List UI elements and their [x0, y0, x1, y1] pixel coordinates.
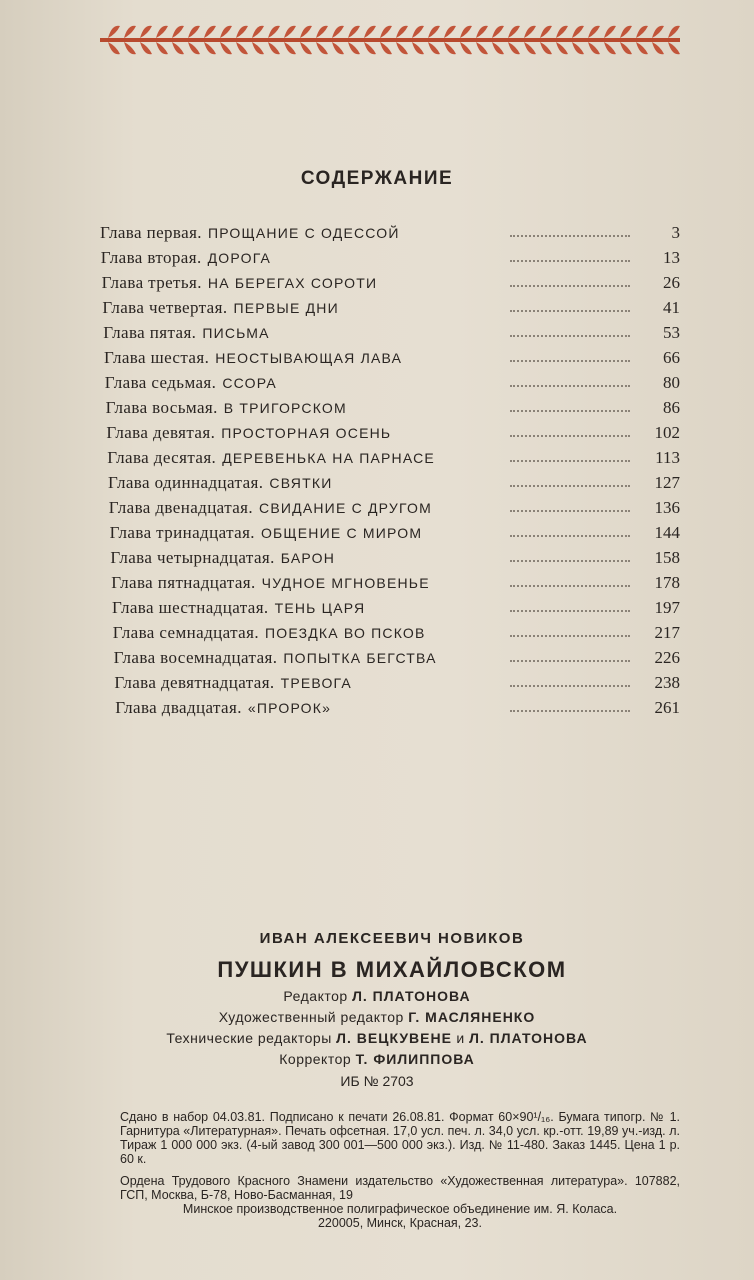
proofreader-name: Т. ФИЛИППОВА [355, 1051, 475, 1067]
ornament-leaf [588, 42, 600, 54]
ornament-leaf [332, 26, 344, 38]
toc-entry [100, 570, 680, 595]
ornament-leaf [572, 42, 584, 54]
ornament-leaf [252, 42, 264, 54]
ornament-leaf [380, 26, 392, 38]
toc-chapter-label: Глава пятая. [103, 323, 197, 342]
art-editor-label: Художественный редактор [218, 1009, 404, 1025]
ornament-leaf [572, 26, 584, 38]
toc-page-number: 86 [663, 398, 680, 417]
ornament-leaf [316, 42, 328, 54]
toc-entry [100, 595, 680, 620]
ornament-leaf [540, 26, 552, 38]
ornament-leaf [268, 42, 280, 54]
toc-chapter-title: ССОРА [222, 375, 277, 391]
ornament-leaf [636, 42, 648, 54]
imprint-publisher: Ордена Трудового Красного Знамени издательство «Художественная литература». 107882, ГСП, Москва, Б-78, Ново-Басманная, 19 [120, 1174, 680, 1202]
imprint-block [120, 1110, 680, 1230]
ornament-leaf [284, 42, 296, 54]
toc-chapter-label: Глава одиннадцатая. [108, 473, 264, 492]
toc-chapter-title: ТРЕВОГА [280, 675, 352, 691]
ornament-leaf [588, 26, 600, 38]
ornament-leaf [124, 42, 136, 54]
toc-page-number: 144 [654, 523, 680, 542]
toc-leader-dots [510, 335, 630, 337]
author-name: ИВАН АЛЕКСЕЕВИЧ НОВИКОВ [259, 930, 525, 947]
toc-chapter-title: ДЕРЕВЕНЬКА НА ПАРНАСЕ [222, 450, 435, 466]
ornament-leaf [604, 42, 616, 54]
toc-entry [100, 395, 680, 420]
toc-chapter-label: Глава первая. [100, 223, 202, 242]
proofreader-label: Корректор [279, 1051, 352, 1067]
toc-chapter-label: Глава восьмая. [105, 398, 218, 417]
ornament-leaf [620, 42, 632, 54]
toc-chapter-label: Глава двадцатая. [115, 698, 242, 717]
toc-entry [100, 645, 680, 670]
toc-entry [100, 245, 680, 270]
art-editor-credit [0, 1009, 754, 1025]
ornament-leaf [364, 26, 376, 38]
editor-credit [0, 988, 754, 1004]
ornament-leaf [300, 42, 312, 54]
ornament-leaf [492, 26, 504, 38]
ornament-leaf [636, 26, 648, 38]
ornament-leaf [124, 26, 136, 38]
ornament-leaf [236, 42, 248, 54]
ornament-leaf [412, 26, 424, 38]
toc-leader-dots [510, 585, 630, 587]
toc-page-number: 226 [654, 648, 680, 667]
toc-entry [100, 495, 680, 520]
tech-editors-label: Технические редакторы [166, 1030, 332, 1046]
ornament-leaf [620, 26, 632, 38]
toc-leader-dots [510, 685, 630, 687]
ornament-leaf [428, 26, 440, 38]
editor-label: Редактор [283, 988, 348, 1004]
ornament-leaf [476, 26, 488, 38]
toc-leader-dots [510, 410, 630, 412]
toc-chapter-title: ПИСЬМА [202, 325, 270, 341]
ornament-leaf [428, 42, 440, 54]
toc-chapter-title: БАРОН [280, 550, 336, 566]
ornament-leaf [524, 26, 536, 38]
toc-chapter-label: Глава восемнадцатая. [113, 648, 278, 667]
toc-entry [100, 270, 680, 295]
toc-chapter-label: Глава пятнадцатая. [111, 573, 256, 592]
toc-entry [100, 420, 680, 445]
toc-page-number: 113 [655, 448, 680, 467]
ornament-leaf [300, 26, 312, 38]
ornament-leaf [140, 42, 152, 54]
toc-chapter-title: В ТРИГОРСКОМ [223, 400, 347, 416]
ornament-leaf [236, 26, 248, 38]
ornament-leaf [668, 26, 680, 38]
toc-chapter-title: ОБЩЕНИЕ С МИРОМ [260, 525, 423, 541]
toc-entry [100, 345, 680, 370]
toc-chapter-title: НА БЕРЕГАХ СОРОТИ [207, 275, 378, 291]
toc-page-number: 102 [654, 423, 680, 442]
toc-chapter-label: Глава шестая. [104, 348, 210, 367]
table-of-contents [100, 220, 680, 720]
toc-entry [100, 545, 680, 570]
toc-page-number: 3 [671, 223, 680, 242]
toc-chapter-label: Глава девятнадцатая. [114, 673, 275, 692]
ornament-leaf [668, 42, 680, 54]
toc-page-number: 41 [663, 298, 680, 317]
toc-chapter-title: ПРОСТОРНАЯ ОСЕНЬ [221, 425, 392, 441]
tech-editors-and: и [456, 1030, 465, 1046]
toc-leader-dots [510, 610, 630, 612]
proofreader-credit [0, 1051, 754, 1067]
ornament-leaf [524, 42, 536, 54]
ornament-leaf [108, 42, 120, 54]
toc-heading: СОДЕРЖАНИЕ [300, 168, 454, 189]
toc-chapter-label: Глава девятая. [106, 423, 216, 442]
ornament-leaf [652, 26, 664, 38]
imprint-printer-address: 220005, Минск, Красная, 23. [317, 1216, 482, 1230]
ornament-leaf [492, 42, 504, 54]
toc-leader-dots [510, 535, 630, 537]
toc-entry [100, 520, 680, 545]
ornament-leaf [220, 42, 232, 54]
toc-chapter-title: «ПРОРОК» [247, 700, 332, 716]
toc-chapter-label: Глава тринадцатая. [109, 523, 255, 542]
toc-entry [100, 445, 680, 470]
ornament-leaf [108, 26, 120, 38]
toc-page-number: 238 [654, 673, 680, 692]
ib-number: ИБ № 2703 [340, 1073, 414, 1089]
toc-leader-dots [510, 460, 630, 462]
editor-name: Л. ПЛАТОНОВА [352, 988, 471, 1004]
imprint-printer: Минское производственное полиграфическое объединение им. Я. Коласа. [182, 1202, 618, 1216]
ornament-leaf [284, 26, 296, 38]
ornament-leaf [380, 42, 392, 54]
ornament-leaf [220, 26, 232, 38]
toc-chapter-title: СВИДАНИЕ С ДРУГОМ [259, 500, 432, 516]
ornament-leaf [556, 26, 568, 38]
toc-chapter-title: ЧУДНОЕ МГНОВЕНЬЕ [261, 575, 430, 591]
ornament-leaf [604, 26, 616, 38]
toc-chapter-title: НЕОСТЫВАЮЩАЯ ЛАВА [215, 350, 403, 366]
ornament-leaf [652, 42, 664, 54]
toc-entry [100, 470, 680, 495]
book-title: ПУШКИН В МИХАЙЛОВСКОМ [217, 957, 567, 982]
ornament-leaf [252, 26, 264, 38]
ornament-leaf [412, 42, 424, 54]
ornament-leaf [508, 26, 520, 38]
ornament-leaf [396, 26, 408, 38]
toc-chapter-label: Глава двенадцатая. [108, 498, 254, 517]
decorative-border-ornament [100, 20, 680, 60]
toc-chapter-title: ПОЕЗДКА ВО ПСКОВ [264, 625, 426, 641]
toc-chapter-label: Глава четырнадцатая. [110, 548, 275, 567]
ornament-leaf [156, 42, 168, 54]
ornament-leaf [156, 26, 168, 38]
toc-page-number: 136 [654, 498, 680, 517]
toc-page-number: 53 [663, 323, 680, 342]
toc-leader-dots [510, 235, 630, 237]
toc-chapter-label: Глава семнадцатая. [112, 623, 259, 642]
toc-chapter-title: ПЕРВЫЕ ДНИ [233, 300, 339, 316]
ornament-leaf [556, 42, 568, 54]
ornament-leaf [364, 42, 376, 54]
ornament-leaf [140, 26, 152, 38]
ornament-leaf [172, 26, 184, 38]
toc-chapter-title: ТЕНЬ ЦАРЯ [274, 600, 366, 616]
ornament-leaf [204, 26, 216, 38]
ornament-leaf [540, 42, 552, 54]
toc-leader-dots [510, 660, 630, 662]
ornament-leaf [460, 26, 472, 38]
toc-leader-dots [510, 560, 630, 562]
toc-page-number: 217 [654, 623, 680, 642]
tech-editor-2: Л. ПЛАТОНОВА [469, 1030, 588, 1046]
toc-leader-dots [510, 710, 630, 712]
toc-page-number: 13 [663, 248, 680, 267]
toc-chapter-title: ДОРОГА [207, 250, 272, 266]
toc-leader-dots [510, 510, 630, 512]
ornament-leaf [188, 42, 200, 54]
toc-chapter-title: ПРОЩАНИЕ С ОДЕССОЙ [207, 225, 400, 241]
ornament-leaf [444, 26, 456, 38]
toc-entry [100, 670, 680, 695]
toc-chapter-title: ПОПЫТКА БЕГСТВА [283, 650, 437, 666]
toc-chapter-label: Глава седьмая. [104, 373, 217, 392]
toc-leader-dots [510, 385, 630, 387]
toc-entry [100, 220, 680, 245]
ornament-leaf [316, 26, 328, 38]
toc-leader-dots [510, 310, 630, 312]
toc-chapter-label: Глава шестнадцатая. [112, 598, 269, 617]
toc-leader-dots [510, 285, 630, 287]
ornament-leaf [508, 42, 520, 54]
ornament-leaf [396, 42, 408, 54]
ornament-leaf [268, 26, 280, 38]
toc-chapter-label: Глава третья. [101, 273, 202, 292]
ornament-leaf [348, 26, 360, 38]
tech-editors-credit [0, 1030, 754, 1046]
toc-page-number: 197 [654, 598, 680, 617]
toc-leader-dots [510, 435, 630, 437]
toc-page-number: 66 [663, 348, 680, 367]
ornament-leaf [444, 42, 456, 54]
toc-leader-dots [510, 485, 630, 487]
toc-page-number: 158 [654, 548, 680, 567]
toc-chapter-label: Глава четвертая. [102, 298, 228, 317]
toc-page-number: 80 [663, 373, 680, 392]
imprint-print-details: Сдано в набор 04.03.81. Подписано к печати 26.08.81. Формат 60×90¹/₁₆. Бумага типогр. № 1. Гарнитура «Литературная». Печать офсетная. 17,0 усл. печ. л. 34,0 усл. кр.-отт. 19,89 уч.-изд. л. Тираж 1 000 000 экз. (4-ый завод 300 001—500 000 экз.). Изд. № 11-480. Заказ 1445. Цена 1 р. 60 к. [120, 1110, 680, 1166]
toc-entry [100, 695, 680, 720]
ornament-leaf [332, 42, 344, 54]
toc-leader-dots [510, 635, 630, 637]
toc-page-number: 261 [654, 698, 680, 717]
toc-chapter-label: Глава вторая. [100, 248, 202, 267]
ornament-leaf [348, 42, 360, 54]
toc-entry [100, 295, 680, 320]
toc-page-number: 178 [654, 573, 680, 592]
toc-leader-dots [510, 360, 630, 362]
ornament-leaf [460, 42, 472, 54]
ornament-leaf [204, 42, 216, 54]
toc-page-number: 127 [654, 473, 680, 492]
toc-entry [100, 320, 680, 345]
tech-editor-1: Л. ВЕЦКУВЕНЕ [336, 1030, 452, 1046]
colophon [0, 930, 754, 1089]
toc-chapter-title: СВЯТКИ [269, 475, 333, 491]
toc-page-number: 26 [663, 273, 680, 292]
ornament-leaf [188, 26, 200, 38]
toc-chapter-label: Глава десятая. [107, 448, 217, 467]
ornament-leaf [476, 42, 488, 54]
art-editor-name: Г. МАСЛЯНЕНКО [408, 1009, 536, 1025]
toc-leader-dots [510, 260, 630, 262]
toc-entry [100, 620, 680, 645]
toc-entry [100, 370, 680, 395]
ornament-leaf [172, 42, 184, 54]
